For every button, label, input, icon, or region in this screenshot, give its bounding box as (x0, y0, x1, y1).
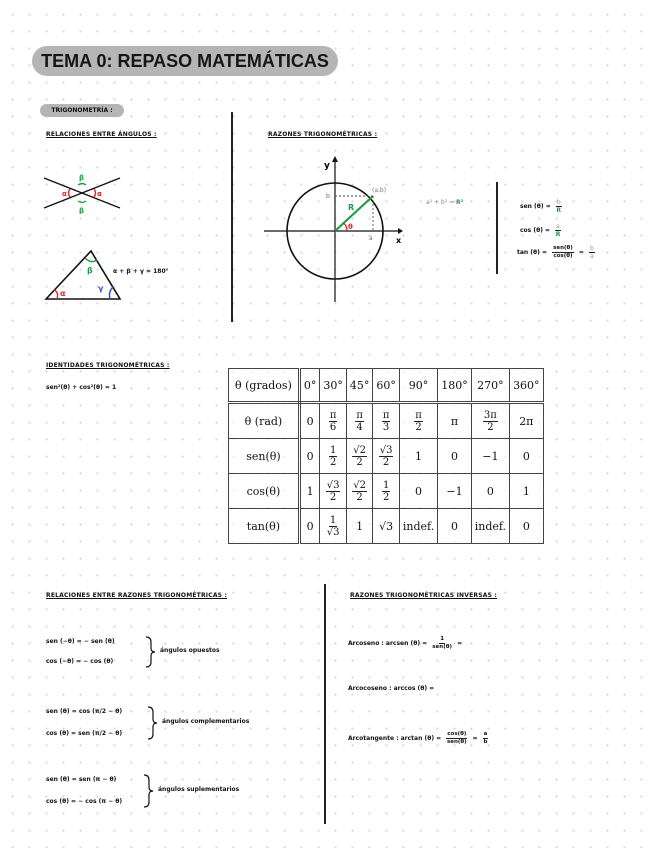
tan-definition (517, 242, 595, 261)
table-cell (399, 403, 437, 439)
arctan-fraction-1 (446, 731, 467, 746)
denominator: 2 (329, 491, 337, 503)
numerator: 1 (329, 444, 337, 456)
denominator: 4 (356, 421, 363, 433)
brace-icon (144, 636, 156, 668)
beta-label-bottom: β (79, 207, 85, 214)
denominator: 2 (415, 421, 422, 433)
numerator: π (415, 409, 422, 421)
sen-definition (520, 196, 562, 215)
crossing-lines-diagram (40, 172, 124, 214)
table-cell (320, 474, 347, 509)
sen-num: b (556, 199, 561, 206)
trig-values-table (228, 368, 544, 544)
table-cell: 0 (399, 474, 437, 509)
cos-den: R (555, 231, 561, 238)
numerator: √2 (353, 479, 366, 491)
arcsen-lhs: Arcoseno : arcsen (θ) = (348, 640, 428, 647)
denominator: 2 (356, 491, 363, 503)
pythagoras-formula (426, 199, 463, 206)
pythagoras-lhs: a² + b² = (426, 199, 455, 206)
table-cell: √3 (373, 509, 400, 544)
x-axis-arrow (398, 228, 403, 234)
rel-suplementarios-sen: sen (θ) = sen (π − θ) (46, 776, 117, 783)
triangle-alpha: α (60, 289, 66, 298)
angle-sum-formula (113, 268, 169, 275)
label-suplementarios: ángulos suplementarios (158, 786, 240, 793)
table-header-cell: 45° (346, 369, 373, 403)
rel-complementarios-sen: sen (θ) = cos (π/2 − θ) (46, 708, 123, 715)
row-label: tan(θ) (229, 509, 300, 544)
row-label: θ (rad) (229, 403, 300, 439)
tan-num2: b (590, 245, 594, 252)
table-cell (471, 403, 509, 439)
cos-num: a (556, 223, 560, 230)
divider-ratios (496, 182, 498, 274)
table-cell: indef. (471, 509, 509, 544)
identidad-fundamental: sen²(θ) + cos²(θ) = 1 (46, 384, 117, 391)
fraction (327, 515, 340, 538)
table-cell: −1 (471, 439, 509, 474)
row-label: sen(θ) (229, 439, 300, 474)
fraction (352, 480, 367, 503)
fraction (382, 480, 390, 503)
table-cell: 2π (510, 403, 544, 439)
denominator: 2 (329, 456, 337, 468)
fraction (352, 445, 367, 468)
alpha-arc-left (69, 189, 71, 197)
arctan-num: cos(θ) (447, 731, 467, 737)
axis-x-label: x (396, 236, 402, 245)
table-cell: −1 (438, 474, 472, 509)
arcsen-eq: = (457, 640, 463, 647)
razones-heading: RAZONES TRIGONOMÉTRICAS : (268, 131, 378, 138)
label-b: b (326, 193, 330, 200)
alpha-arc-right (94, 189, 96, 197)
table-header-cell: 60° (373, 369, 400, 403)
beta-label-top: β (79, 174, 85, 182)
table-row-degrees (229, 369, 544, 403)
radius-R (335, 196, 373, 231)
unit-circle-diagram (262, 154, 412, 306)
triangle-beta: β (87, 266, 93, 275)
fraction (326, 480, 341, 503)
gamma-arc (109, 287, 113, 299)
table-header-cell: 180° (438, 369, 472, 403)
arctan-num2: a (483, 731, 488, 737)
rel-opuestos-sen: sen (−θ) = − sen (θ) (46, 638, 115, 645)
identidades-heading: IDENTIDADES TRIGONOMÉTRICAS : (46, 362, 170, 369)
pythagoras-rhs: R² (456, 199, 464, 206)
fraction (483, 410, 498, 433)
relaciones-razones-heading: RELACIONES ENTRE RAZONES TRIGONOMÉTRICAS : (46, 592, 228, 599)
table-cell: 1 (399, 439, 437, 474)
table-cell: 0 (299, 509, 320, 544)
fraction (414, 410, 423, 433)
table-header-cell: 270° (471, 369, 509, 403)
sen-den: R (556, 207, 562, 214)
table-cell (346, 474, 373, 509)
table-cell (346, 403, 373, 439)
sen-lhs: sen (θ) = (520, 203, 551, 210)
alpha-label-left: α (62, 190, 67, 198)
beta-arc-bottom (78, 201, 86, 203)
table-header-cell: 0° (299, 369, 320, 403)
table-cell (346, 439, 373, 474)
divider-vertical-2 (324, 584, 326, 824)
tan-fraction-2 (589, 245, 595, 260)
label-a: a (369, 235, 373, 242)
table-cell: 0 (299, 439, 320, 474)
denominator: 3 (382, 421, 390, 433)
fraction (379, 445, 394, 468)
numerator: π (382, 409, 390, 421)
section-trigonometria: TRIGONOMETRÍA : (40, 104, 124, 117)
denominator: 6 (329, 421, 337, 433)
numerator: 3π (483, 409, 497, 421)
table-cell (373, 439, 400, 474)
arcsen-definition (348, 633, 462, 652)
table-row-sen (229, 439, 544, 474)
label-complementarios: ángulos complementarios (162, 718, 250, 725)
numerator: √3 (326, 479, 340, 491)
rel-suplementarios-cos: cos (θ) = − cos (π − θ) (46, 798, 123, 805)
cos-definition (520, 220, 561, 239)
row-label: cos(θ) (229, 474, 300, 509)
numerator: √2 (353, 444, 366, 456)
fraction (355, 410, 364, 433)
arctan-eq: = (472, 735, 478, 742)
tan-den: cos(θ) (553, 253, 573, 259)
numerator: 1 (382, 479, 390, 491)
arctan-definition (348, 728, 488, 747)
denominator: 2 (382, 491, 390, 503)
arcsen-fraction (432, 636, 452, 651)
tan-den2: a (590, 253, 594, 260)
relaciones-angulos-heading: RELACIONES ENTRE ÁNGULOS : (46, 131, 157, 138)
table-header-cell: 30° (320, 369, 347, 403)
rel-complementarios-cos: cos (θ) = sen (π/2 − θ) (46, 730, 123, 737)
arcsen-den: sen(θ) (432, 644, 453, 650)
tan-eq: = (578, 249, 584, 256)
denominator: √3 (326, 526, 340, 538)
numerator: π (356, 409, 363, 421)
denominator: 2 (382, 456, 390, 468)
table-cell (320, 509, 347, 544)
denominator: 2 (356, 456, 363, 468)
inversas-heading: RAZONES TRIGONOMÉTRICAS INVERSAS : (350, 592, 498, 599)
table-cell: 1 (510, 474, 544, 509)
label-R: R (348, 203, 355, 212)
numerator: π (329, 409, 337, 421)
table-cell: 0 (471, 474, 509, 509)
alpha-label-right: α (97, 190, 102, 198)
fraction (329, 445, 337, 468)
table-row-cos (229, 474, 544, 509)
label-opuestos: ángulos opuestos (160, 647, 220, 654)
triangle-diagram (40, 246, 126, 304)
arctan-den2: b (483, 739, 488, 745)
y-axis-arrow (332, 156, 338, 162)
table-header-cell: θ (grados) (229, 369, 300, 403)
arctan-den: sen(θ) (446, 739, 467, 745)
table-cell: 0 (438, 509, 472, 544)
divider-vertical-1 (231, 112, 233, 322)
cos-lhs: cos (θ) = (520, 227, 551, 234)
arctan-lhs: Arcotangente : arctan (θ) = (348, 735, 442, 742)
tan-fraction-1 (552, 245, 574, 260)
rel-opuestos-cos: cos (−θ) = − cos (θ) (46, 658, 114, 665)
sum-formula-text: α + β + γ = 180° (113, 268, 169, 275)
table-cell (373, 403, 400, 439)
brace-icon (142, 774, 154, 808)
table-cell: 0 (510, 439, 544, 474)
arctan-fraction-2 (483, 731, 489, 746)
table-cell (320, 439, 347, 474)
table-row-rad (229, 403, 544, 439)
cos-fraction (555, 223, 561, 238)
page-title: TEMA 0: REPASO MATEMÁTICAS (32, 46, 338, 76)
label-theta: θ (348, 223, 353, 231)
arccos-definition: Arcocoseno : arccos (θ) = (348, 685, 435, 692)
table-cell: indef. (399, 509, 437, 544)
table-cell: π (438, 403, 472, 439)
table-header-cell: 90° (399, 369, 437, 403)
triangle-gamma: γ (98, 284, 104, 293)
alpha-arc (54, 290, 58, 299)
table-cell: 1 (346, 509, 373, 544)
table-cell: 0 (438, 439, 472, 474)
fraction (329, 410, 338, 433)
numerator: √3 (379, 444, 393, 456)
sen-fraction (556, 199, 562, 214)
beta-arc-top (78, 184, 86, 186)
fraction (382, 410, 391, 433)
table-cell (320, 403, 347, 439)
axis-y-label: y (324, 161, 330, 171)
table-cell: 1 (299, 474, 320, 509)
tan-lhs: tan (θ) = (517, 249, 547, 256)
point-ab: (a,b) (372, 187, 387, 194)
table-header-cell: 360° (510, 369, 544, 403)
tan-num: sen(θ) (553, 245, 573, 251)
table-row-tan (229, 509, 544, 544)
table-cell (373, 474, 400, 509)
numerator: 1 (329, 514, 337, 526)
arcsen-num: 1 (440, 636, 445, 642)
brace-icon (146, 706, 158, 740)
denominator: 2 (487, 421, 494, 433)
table-cell: 0 (299, 403, 320, 439)
table-cell: 0 (510, 509, 544, 544)
